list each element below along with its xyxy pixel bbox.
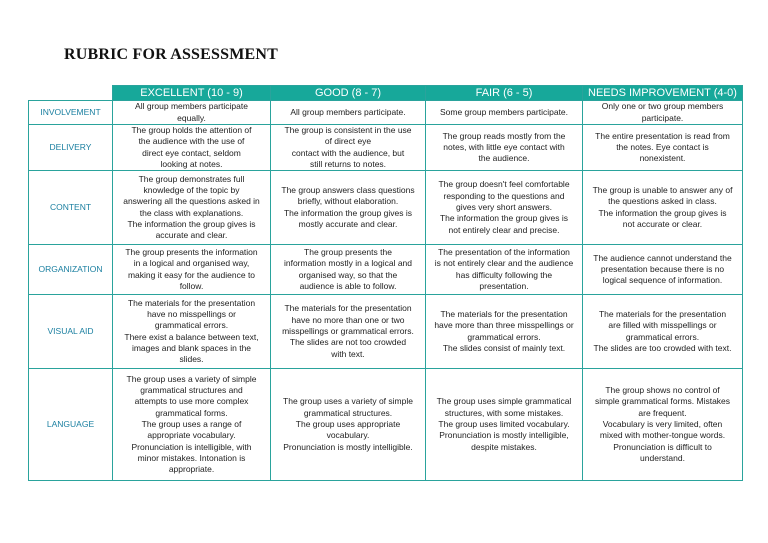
cell-text-line: follow. (179, 280, 204, 291)
cell-text-line: The group answers class questions (281, 185, 415, 196)
cell-text-line: The group is consistent in the use (284, 125, 412, 135)
cell-text-line: The audience cannot understand the (593, 252, 732, 263)
cell-text-line: The materials for the presentation (284, 303, 412, 314)
cell-text-line: presentation because there is no (600, 264, 725, 275)
cell-text-line: The information the group gives is (439, 213, 569, 224)
criterion-cell-needs-improvement (583, 245, 743, 295)
cell-text-line: with text. (331, 348, 365, 359)
rubric-table (28, 85, 743, 481)
cell-text-line: The materials for the presentation (598, 309, 727, 320)
cell-text-line: the audience. (478, 153, 530, 164)
cell-text-line: presentation. (479, 280, 529, 291)
cell-text-line: The group uses a range of (141, 419, 242, 430)
cell-text-line: Vocabulary is very limited, often (602, 419, 723, 430)
cell-text-line: organised way, so that the (298, 269, 398, 280)
cell-text-line: have more than three misspellings or (434, 320, 574, 331)
cell-text-line: have no misspellings or (147, 309, 236, 320)
cell-text-line: The slides consist of mainly text. (442, 342, 566, 353)
cell-text-line: The group uses simple grammatical (436, 396, 572, 407)
cell-text-line: answering all the questions asked in (123, 196, 260, 207)
cell-text-line: simple grammatical forms. Mistakes (594, 396, 731, 407)
criterion-cell-excellent (113, 101, 271, 125)
cell-text-line: mixed with mother-tongue words. (599, 430, 726, 441)
cell-text-line: The group uses a variety of simple (283, 396, 413, 407)
cell-text-line: The group shows no control of (605, 385, 720, 396)
cell-text-line: The group holds the attention of (131, 125, 252, 135)
cell-text-line: have no more than one or two (291, 314, 405, 325)
corner-cell (29, 86, 113, 101)
cell-text-line: The group presents the (304, 247, 392, 258)
cell-text-line: responding to the questions and (443, 190, 565, 201)
cell-text-line: not accurate or clear. (622, 218, 703, 229)
cell-text-line: briefly, without elaboration. (297, 196, 399, 207)
cell-text-line: The slides are too crowded with text. (593, 342, 732, 353)
criterion-cell-excellent (113, 245, 271, 295)
criterion-cell-good (271, 171, 426, 245)
criterion-cell-good (271, 125, 426, 171)
cell-text-line: looking at notes. (160, 158, 223, 169)
cell-text-line: The information the group gives is (283, 207, 413, 218)
cell-text-line: Pronunciation is difficult to (613, 441, 712, 452)
cell-text-line: logical sequence of information. (602, 275, 723, 286)
cell-text-line: direct eye contact, seldom (142, 147, 241, 158)
cell-text-line: structures, with some mistakes. (444, 407, 564, 418)
cell-text-line: Some group members participate. (439, 106, 569, 117)
row-label: INVOLVEMENT (29, 101, 113, 125)
cell-text-line: misspellings or grammatical errors. (282, 326, 414, 337)
cell-text-line: appropriate vocabulary. (147, 430, 236, 441)
cell-text-line: images and blank spaces in the (131, 342, 252, 353)
table-row (29, 245, 743, 295)
column-header-needs-improvement: NEEDS IMPROVEMENT (4-0) (583, 86, 743, 101)
criterion-cell-excellent (113, 369, 271, 481)
criterion-cell-needs-improvement (583, 369, 743, 481)
table-row (29, 369, 743, 481)
row-label: VISUAL AID (29, 295, 113, 369)
cell-text-line: in a logical and organised way, (133, 258, 250, 269)
cell-text-line: The slides are not too crowded (289, 337, 407, 348)
page-title: RUBRIC FOR ASSESSMENT (64, 46, 279, 63)
cell-text-line: the audience with the use of (138, 136, 245, 147)
cell-text-line: appropriate. (168, 464, 215, 475)
cell-text-line: of direct eye (324, 136, 372, 147)
cell-text-line: grammatical forms. (155, 407, 228, 418)
cell-text-line: understand. (640, 452, 685, 463)
cell-text-line: audience is able to follow. (299, 280, 397, 291)
criterion-cell-excellent (113, 171, 271, 245)
criterion-cell-fair (426, 101, 583, 125)
cell-text-line: Pronunciation is intelligible, with (131, 441, 252, 452)
table-row (29, 125, 743, 171)
cell-text-line: The materials for the presentation (440, 309, 568, 320)
cell-text-line: There exist a balance between text, (124, 331, 259, 342)
cell-text-line: notes, with little eye contact with (443, 141, 565, 152)
cell-text-line: are filled with misspellings or (608, 320, 717, 331)
cell-text-line: The group uses appropriate (295, 419, 401, 430)
row-label: LANGUAGE (29, 369, 113, 481)
cell-text-line: attempts to use more complex (134, 396, 249, 407)
criterion-cell-needs-improvement (583, 125, 743, 171)
cell-text-line: grammatical errors. (625, 331, 700, 342)
cell-text-line: The information the group gives is (127, 218, 256, 229)
cell-text-line: The entire presentation is read from (595, 130, 730, 141)
cell-text-line: is not entirely clear and the audience (434, 258, 574, 269)
criterion-cell-excellent (113, 125, 271, 171)
criterion-cell-needs-improvement (583, 101, 743, 125)
cell-text-line: accurate and clear. (155, 230, 228, 241)
criterion-cell-good (271, 245, 426, 295)
cell-text-line: The group uses limited vocabulary. (438, 419, 570, 430)
criterion-cell-fair (426, 125, 583, 171)
cell-text-line: information mostly in a logical and (283, 258, 413, 269)
cell-text-line: participate. (641, 112, 684, 123)
cell-text-line: Only one or two group members (601, 101, 724, 112)
criterion-cell-excellent (113, 295, 271, 369)
column-header-fair: FAIR (6 - 5) (426, 86, 583, 101)
criterion-cell-needs-improvement (583, 171, 743, 245)
cell-text-line: not entirely clear and precise. (448, 224, 560, 235)
cell-text-line: minor mistakes. Intonation is (137, 452, 246, 463)
row-label: ORGANIZATION (29, 245, 113, 295)
cell-text-line: The group demonstrates full (138, 173, 245, 184)
cell-text-line: the notes. Eye contact is (616, 141, 709, 152)
table-row (29, 171, 743, 245)
cell-text-line: All group members participate (135, 101, 248, 112)
cell-text-line: grammatical errors. (154, 320, 229, 331)
criterion-cell-good (271, 295, 426, 369)
cell-text-line: vocabulary. (326, 430, 370, 441)
cell-text-line: The information the group gives is (598, 207, 727, 218)
criterion-cell-fair (426, 245, 583, 295)
cell-text-line: Pronunciation is mostly intelligible, (439, 430, 569, 441)
cell-text-line: The group doesn't feel comfortable (438, 179, 570, 190)
cell-text-line: All group members participate. (290, 106, 406, 117)
table-row (29, 101, 743, 125)
cell-text-line: equally. (177, 112, 206, 123)
criterion-cell-fair (426, 295, 583, 369)
cell-text-line: are frequent. (638, 407, 687, 418)
cell-text-line: gives very short answers. (456, 202, 552, 213)
criterion-cell-good (271, 101, 426, 125)
cell-text-line: despite mistakes. (471, 441, 537, 452)
cell-text-line: contact with the audience, but (291, 147, 405, 158)
cell-text-line: slides. (179, 354, 204, 365)
criterion-cell-fair (426, 369, 583, 481)
cell-text-line: The materials for the presentation (127, 297, 256, 308)
row-label: CONTENT (29, 171, 113, 245)
cell-text-line: grammatical errors. (467, 331, 541, 342)
cell-text-line: the questions asked in class. (608, 196, 717, 207)
cell-text-line: grammatical structures and (140, 385, 243, 396)
criterion-cell-good (271, 369, 426, 481)
cell-text-line: The group uses a variety of simple (126, 373, 257, 384)
cell-text-line: making it easy for the audience to (127, 269, 256, 280)
cell-text-line: mostly accurate and clear. (298, 218, 398, 229)
cell-text-line: The presentation of the information (438, 247, 570, 258)
criterion-cell-needs-improvement (583, 295, 743, 369)
row-label: DELIVERY (29, 125, 113, 171)
cell-text-line: grammatical structures. (303, 407, 393, 418)
cell-text-line: the class with explanations. (139, 207, 244, 218)
header-row (29, 86, 743, 101)
column-header-excellent: EXCELLENT (10 - 9) (113, 86, 271, 101)
cell-text-line: knowledge of the topic by (143, 185, 240, 196)
cell-text-line: has difficulty following the (455, 269, 553, 280)
cell-text-line: The group presents the information (125, 247, 258, 258)
cell-text-line: Pronunciation is mostly intelligible. (283, 441, 413, 452)
cell-text-line: nonexistent. (639, 153, 686, 164)
cell-text-line: The group reads mostly from the (442, 130, 566, 141)
column-header-good: GOOD (8 - 7) (271, 86, 426, 101)
criterion-cell-fair (426, 171, 583, 245)
table-row (29, 295, 743, 369)
cell-text-line: still returns to notes. (309, 158, 387, 169)
cell-text-line: The group is unable to answer any of (592, 185, 733, 196)
rubric-body (29, 101, 743, 481)
